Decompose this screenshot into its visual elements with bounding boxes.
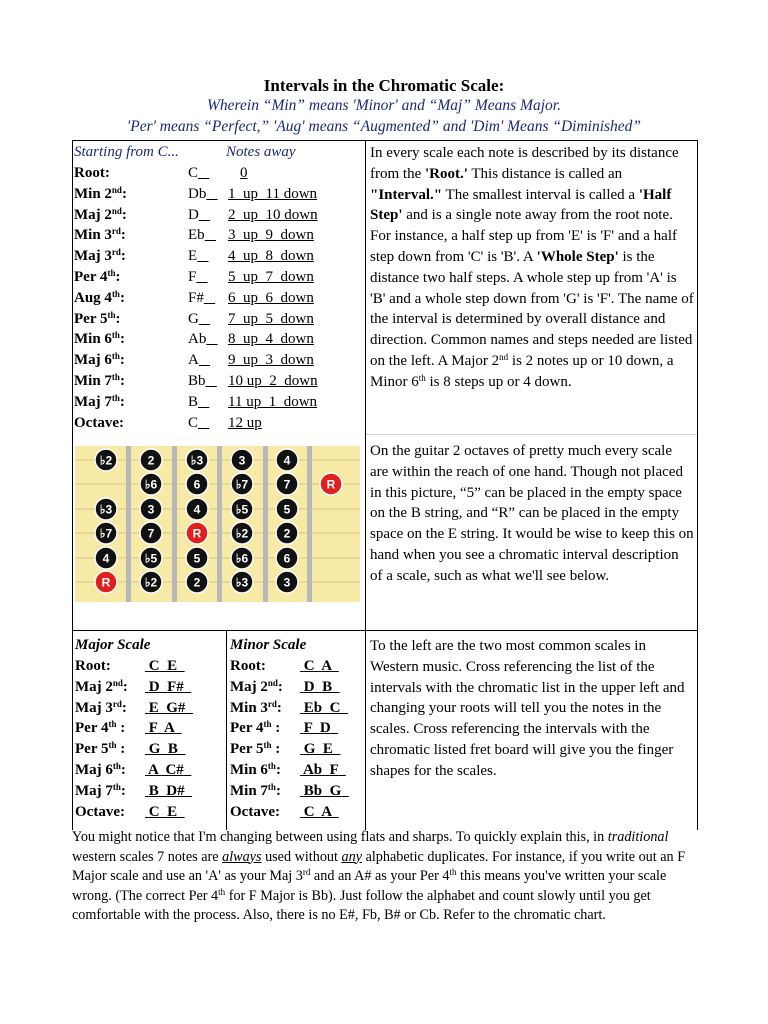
flats-sharps-note: You might notice that I'm changing between using flats and sharps. To quickly explain this, in traditional western scales 7 notes are always used without any alphabetic duplicates. For instance, if you write out an F Major scale and use an 'A' as your Maj 3rd and an A# as your Per 4th this means you've written your scale wrong. (The correct Per 4th for F Major is Bb). Just follow the alphabet and count slowly until you get comfortable with the process. Also, there is no E#, Fb, B# or Cb. Refer to the chromatic chart. (72, 829, 686, 923)
interval-steps: 9 up 3 down (228, 352, 314, 369)
note-marker-label: ♭5 (144, 551, 158, 566)
major-scale-row (75, 656, 225, 677)
interval-row (74, 163, 364, 184)
interval-row (74, 288, 364, 309)
interval-steps: 4 up 8 down (228, 248, 314, 265)
interval-row (74, 329, 364, 350)
note-marker-label: ♭2 (99, 453, 113, 468)
scale-note-second-key: E (167, 803, 178, 820)
interval-name: Root: (74, 165, 110, 181)
scale-note-c: G (148, 741, 161, 758)
note-marker-label: 7 (283, 477, 291, 492)
minor-scale-title: Minor Scale (230, 637, 307, 653)
interval-list (74, 142, 364, 433)
interval-note: Bb (188, 372, 206, 389)
scale-note-second-key: A (321, 803, 332, 820)
scale-note-second-key: G (329, 782, 342, 799)
minor-scale-row (230, 656, 365, 677)
interval-name: Octave: (74, 414, 124, 431)
note-marker-label: 2 (193, 575, 201, 590)
scale-note-c: D (148, 678, 160, 695)
scale-note-c: Eb (303, 699, 323, 716)
note-marker-label: 4 (102, 551, 110, 566)
minor-scale-row (230, 781, 365, 802)
scale-note-c: C (148, 803, 160, 820)
minor-scale (230, 635, 365, 822)
interval-row (74, 371, 364, 392)
scale-note-c: Ab (302, 761, 323, 778)
interval-steps: 6 up 6 down (228, 289, 314, 306)
interval-name: Min 7th: (74, 371, 125, 389)
interval-list-header (74, 142, 364, 163)
interval-name: Per 4th: (74, 267, 121, 285)
interval-name: Min 3rd: (74, 226, 126, 244)
scale-note-c: G (303, 741, 316, 758)
minor-scale-row (230, 802, 365, 823)
table-top-border (72, 140, 698, 141)
scale-degree: Per 4th : (75, 719, 126, 737)
interval-steps: 11 up 1 down (228, 393, 318, 410)
header-starting-from: Starting from C... (74, 144, 179, 160)
scale-note-c: C (303, 803, 315, 820)
note-marker-label: ♭3 (190, 453, 204, 468)
interval-steps: 1 up 11 down (228, 185, 318, 202)
scale-degree: Maj 2nd: (75, 677, 128, 695)
note-marker-label: 3 (147, 502, 155, 517)
interval-note: B (188, 393, 199, 410)
interval-row (74, 184, 364, 205)
scale-degree: Min 7th: (230, 781, 281, 799)
major-scale-row (75, 718, 225, 739)
interval-row (74, 225, 364, 246)
scale-note-second-key: F (329, 761, 339, 778)
scale-note-second-key: E (167, 658, 178, 674)
interval-row (74, 246, 364, 267)
fret-wire (172, 446, 177, 602)
scale-note-c: F (148, 720, 158, 737)
major-scale-title: Major Scale (75, 637, 151, 653)
table-center-divider (365, 140, 366, 830)
interval-name: Maj 6th: (74, 351, 125, 369)
interval-row (74, 392, 364, 413)
scale-degree: Per 5th : (230, 740, 281, 758)
note-marker-label: R (326, 477, 336, 492)
scale-degree: Per 4th : (230, 719, 281, 737)
scales-explanation: To the left are the two most common scales in Western music. Cross referencing the list of the intervals with the chromatic list in the upper left and changing your roots will tell you the notes in the scales. Cross referencing the intervals with the chromatic listed fret board will give you the finger shapes for the scales. (370, 638, 685, 779)
note-marker-label: R (101, 575, 111, 590)
scale-degree: Maj 7th: (75, 781, 126, 799)
interval-note: Db (188, 185, 207, 202)
intervals-explanation: In every scale each note is described by its distance from the 'Root.' This distance is called an "Interval." The smallest interval is called a 'Half Step' and is a single note away from the root note. For instance, a half step up from 'E' is 'F' and a half step down from 'C' is 'B'. A 'Whole Step' is the distance two half steps. A whole step up from 'A' is 'B' and a whole step down from 'G' is 'F'. The name of the interval is determined by overall distance and direction. Common names and steps needed are listed on the left. A Major 2nd is 2 notes up or 10 down, a Minor 6th is 8 steps up or 4 down. (370, 145, 694, 390)
note-marker-label: ♭6 (144, 477, 158, 492)
major-scale-row (75, 802, 225, 823)
note-marker-label: ♭2 (144, 575, 158, 590)
scale-note-c: D (303, 678, 315, 695)
note-marker-label: 4 (193, 502, 201, 517)
interval-steps: 8 up 4 down (228, 331, 314, 348)
note-marker-label: 6 (283, 551, 291, 566)
note-marker-label: 7 (147, 526, 155, 541)
scale-note-second-key: D (319, 720, 331, 737)
note-marker-label: ♭3 (235, 575, 249, 590)
scale-degree: Min 6th: (230, 760, 281, 778)
scale-note-second-key: F# (167, 678, 184, 695)
scale-degree: Per 5th : (75, 740, 126, 758)
note-marker-label: 3 (238, 453, 246, 468)
interval-name: Per 5th: (74, 309, 121, 327)
interval-steps: 2 up 10 down (228, 206, 318, 223)
scale-note-second-key: B (167, 741, 178, 758)
table-right-border (697, 140, 698, 830)
interval-name: Aug 4th: (74, 288, 125, 306)
interval-note: F (188, 268, 197, 285)
note-marker-label: R (192, 526, 202, 541)
major-scale-row (75, 698, 225, 719)
scale-divider (226, 630, 227, 830)
table-left-border (72, 140, 73, 830)
scale-note-c: C (303, 658, 315, 674)
interval-note: G (188, 310, 199, 327)
interval-note: A (188, 352, 199, 369)
scale-degree: Maj 2nd: (230, 677, 283, 695)
scale-degree: Root: (75, 658, 111, 674)
interval-note: C (188, 414, 199, 431)
scale-note-c: C (148, 658, 160, 674)
interval-note: E (188, 248, 198, 265)
interval-name: Maj 3rd: (74, 247, 126, 265)
note-marker-label: 6 (193, 477, 201, 492)
note-marker-label: ♭7 (99, 526, 113, 541)
minor-scale-row (230, 698, 365, 719)
interval-rows (74, 163, 364, 433)
minor-scale-row (230, 718, 365, 739)
note-marker-label: 2 (283, 526, 291, 541)
note-marker-label: ♭6 (235, 551, 249, 566)
interval-name: Min 6th: (74, 330, 125, 348)
fret-wire (126, 446, 131, 602)
subtitle-per-aug-dim: 'Per' means “Perfect,” 'Aug' means “Augmented” and 'Dim' Means “Diminished” (126, 118, 642, 135)
interval-steps: 0 (240, 165, 248, 181)
interval-steps: 7 up 5 down (228, 310, 314, 327)
scale-note-c: B (148, 782, 159, 799)
note-marker-label: ♭3 (99, 502, 113, 517)
fret-wire (217, 446, 222, 602)
scale-note-second-key: B (322, 678, 333, 695)
scale-note-second-key: G# (166, 699, 186, 716)
interval-row (74, 350, 364, 371)
interval-row (74, 309, 364, 330)
guitar-explanation: On the guitar 2 octaves of pretty much every scale are within the reach of one hand. Though not placed in this picture, “5” can be placed in the empty space on the B string, and “R” can be placed in the empty space on the E string. It would be wise to keep this on hand when you see a chromatic interval description of a scale, such as what we'll see below. (370, 443, 694, 584)
minor-scale-row (230, 760, 365, 781)
interval-note: Eb (188, 227, 205, 244)
minor-scale-row (230, 677, 365, 698)
scale-note-c: F (303, 720, 313, 737)
note-marker-label: 2 (147, 453, 155, 468)
scale-note-second-key: C# (165, 761, 184, 778)
fret-wire (307, 446, 312, 602)
scale-note-second-key: C (329, 699, 341, 716)
scale-degree: Root: (230, 658, 266, 674)
major-scale-row (75, 760, 225, 781)
subtitle-min-maj: Wherein “Min” means 'Minor' and “Maj” Means Major. (207, 97, 561, 114)
scale-note-second-key: A (164, 720, 175, 737)
scale-degree: Maj 6th: (75, 760, 126, 778)
note-marker-label: 5 (283, 502, 291, 517)
guitar-fretboard-diagram (75, 446, 360, 602)
scale-note-c: E (148, 699, 159, 716)
major-scale (75, 635, 225, 822)
interval-steps: 5 up 7 down (228, 268, 314, 285)
scale-note-c: Bb (303, 782, 323, 799)
scale-degree: Maj 3rd: (75, 698, 127, 716)
paragraph-separator (366, 434, 697, 435)
scale-note-second-key: A (321, 658, 332, 674)
header-notes-away: Notes away (226, 144, 296, 160)
note-marker-label: ♭7 (235, 477, 249, 492)
note-marker-label: 3 (283, 575, 291, 590)
fret-wire (263, 446, 268, 602)
interval-note: D (188, 206, 199, 223)
scale-degree: Octave: (230, 803, 280, 820)
table-middle-border (72, 630, 698, 631)
interval-steps: 12 up (228, 414, 262, 431)
scale-degree: Min 3rd: (230, 698, 282, 716)
minor-scale-row (230, 739, 365, 760)
interval-steps: 3 up 9 down (228, 227, 314, 244)
page-title: Intervals in the Chromatic Scale: (263, 76, 505, 95)
major-scale-row (75, 677, 225, 698)
major-scale-row (75, 781, 225, 802)
note-marker-label: 5 (193, 551, 201, 566)
note-marker-label: 4 (283, 453, 291, 468)
interval-row (74, 205, 364, 226)
interval-name: Maj 7th: (74, 392, 125, 410)
interval-steps: 10 up 2 down (228, 372, 318, 389)
interval-name: Min 2nd: (74, 184, 127, 202)
interval-note: C (188, 165, 199, 181)
interval-row (74, 267, 364, 288)
note-marker-label: ♭5 (235, 502, 249, 517)
scale-degree: Octave: (75, 803, 125, 820)
scale-note-second-key: E (322, 741, 333, 758)
note-marker-label: ♭2 (235, 526, 249, 541)
interval-note: Ab (188, 331, 207, 348)
scale-note-c: A (147, 761, 158, 778)
major-scale-row (75, 739, 225, 760)
interval-row (74, 413, 364, 434)
scale-note-second-key: D# (166, 782, 185, 799)
interval-note: F# (188, 289, 204, 306)
interval-name: Maj 2nd: (74, 205, 127, 223)
